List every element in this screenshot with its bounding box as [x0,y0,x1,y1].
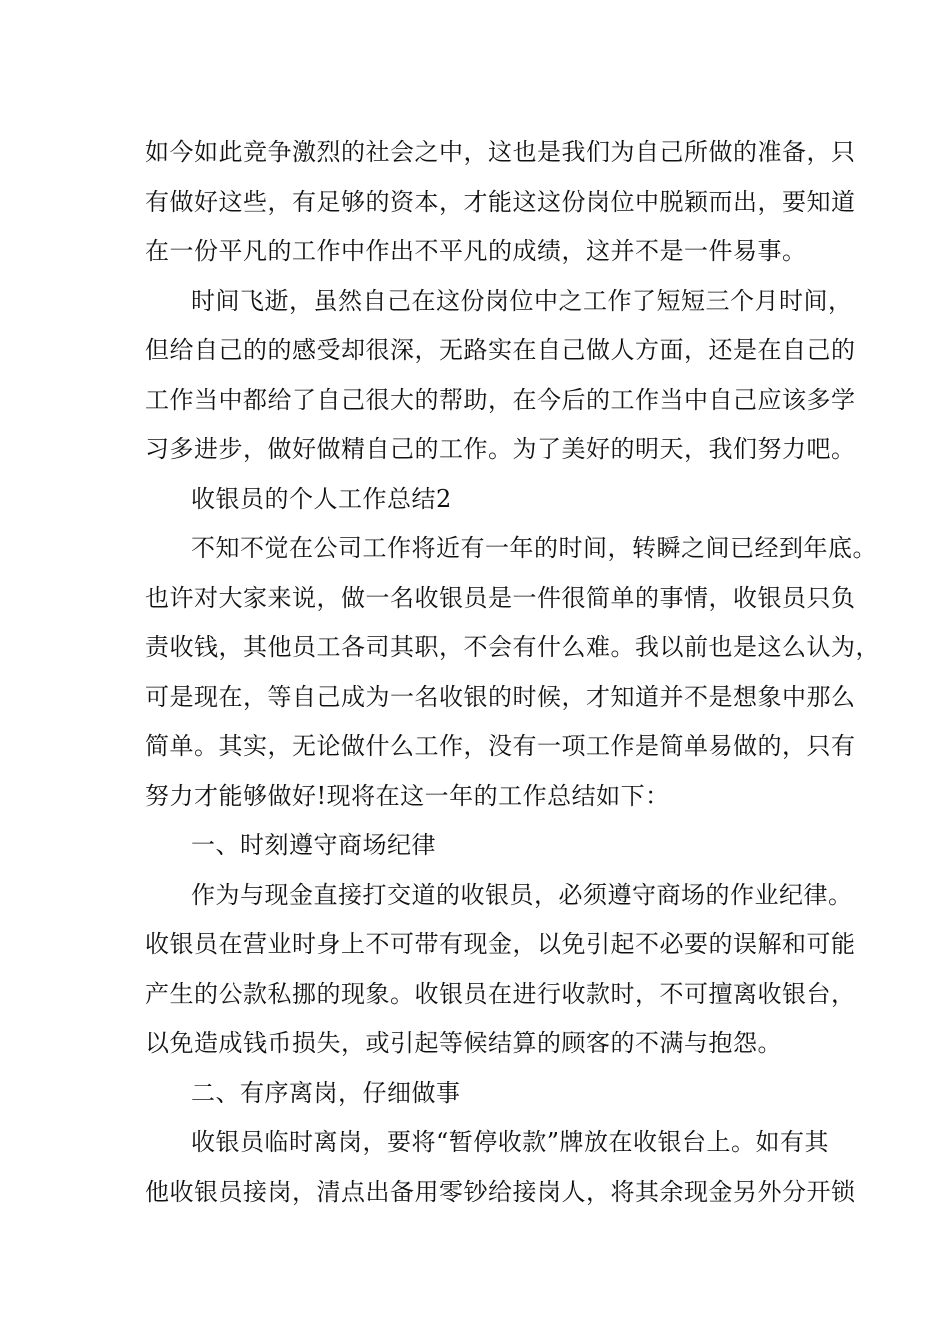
section-heading: 收银员的个人工作总结2 [191,484,452,513]
text-line: 可是现在，等自己成为一名收银的时候，才知道并不是想象中那么 [145,682,856,711]
text-line: 产生的公款私挪的现象。收银员在进行收款时，不可擅离收银台， [145,979,856,1008]
text-line: 以免造成钱币损失，或引起等候结算的顾客的不满与抱怨。 [145,1029,782,1057]
text-line: 他收银员接岗，清点出备用零钞给接岗人，将其余现金另外分开锁 [145,1177,856,1206]
text-line: 不知不觉在公司工作将近有一年的时间，转瞬之间已经到年底。 [191,534,877,562]
text-line: 有做好这些，有足够的资本，才能这这份岗位中脱颖而出，要知道 [145,187,856,216]
section-heading: 二、有序离岗，仔细做事 [191,1078,461,1107]
text-line: 也许对大家来说，做一名收银员是一件很简单的事情，收银员只负 [145,583,856,612]
text-line: 在一份平凡的工作中作出不平凡的成绩，这并不是一件易事。 [145,237,807,265]
text-line: 习多进步，做好做精自己的工作。为了美好的明天，我们努力吧。 [145,435,856,463]
text-line: 简单。其实，无论做什么工作，没有一项工作是简单易做的，只有 [145,732,856,760]
text-line: 收银员临时离岗，要将“暂停收款”牌放在收银台上。如有其 [191,1128,830,1156]
text-line: 工作当中都给了自己很大的帮助，在今后的工作当中自己应该多学 [145,385,856,414]
text-line: 作为与现金直接打交道的收银员，必须遵守商场的作业纪律。 [191,880,853,909]
text-line: 如今如此竞争激烈的社会之中，这也是我们为自己所做的准备，只 [145,138,856,166]
section-heading: 一、时刻遵守商场纪律 [191,831,436,859]
text-line: 收银员在营业时身上不可带有现金，以免引起不必要的误解和可能 [145,930,856,958]
text-line: 努力才能够做好!现将在这一年的工作总结如下： [145,781,670,810]
text-line: 但给自己的的感受却很深，无路实在自己做人方面，还是在自己的 [145,336,856,364]
text-line: 时间飞逝，虽然自己在这份岗位中之工作了短短三个月时间， [191,286,853,315]
text-line: 责收钱，其他员工各司其职，不会有什么难。我以前也是这么认为， [145,633,880,661]
document-body [145,128,880,1217]
